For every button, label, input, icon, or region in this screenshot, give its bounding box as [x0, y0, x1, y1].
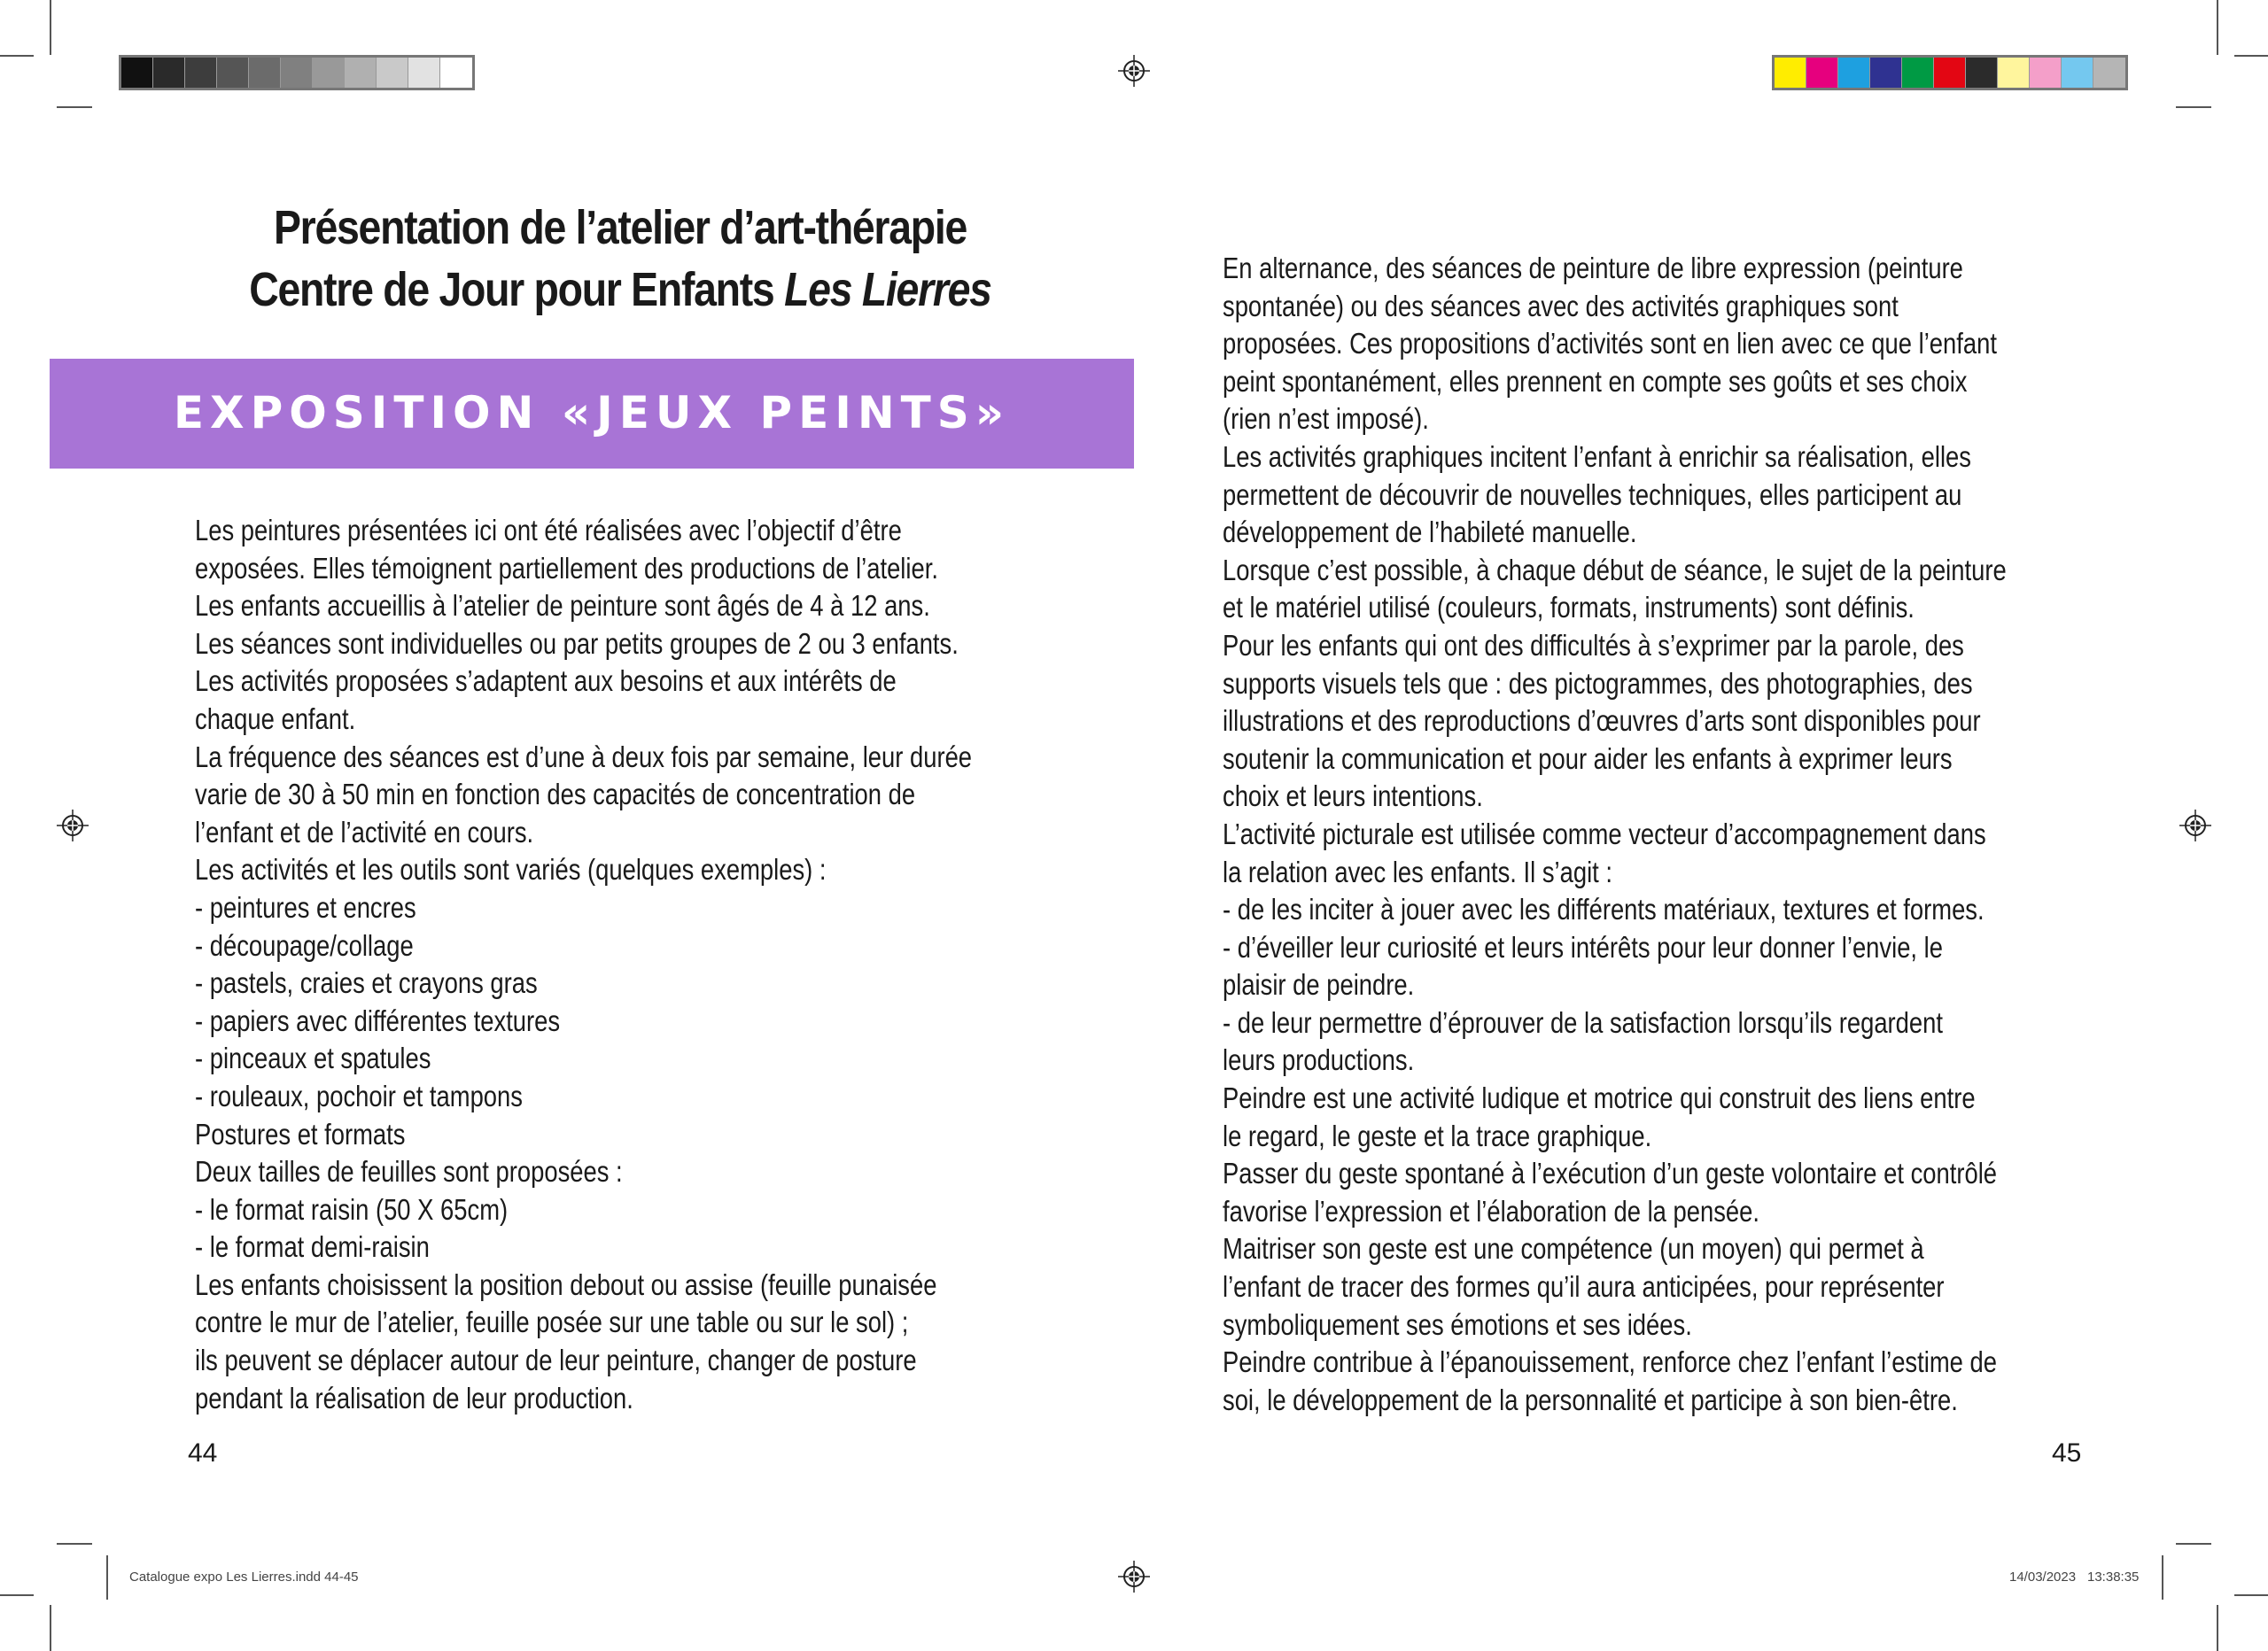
color-swatch — [2062, 58, 2093, 88]
text-line: Les séances sont individuelles ou par petits groupes de 2 ou 3 enfants. — [195, 626, 959, 660]
text-line: choix et leurs intentions. — [1223, 779, 1483, 813]
text-line: Peindre est une activité ludique et motrice qui construit des liens entre — [1223, 1081, 1976, 1115]
text-line: soutenir la communication et pour aider les enfants à exprimer leurs — [1223, 741, 1953, 775]
left-body-text — [195, 512, 1131, 1417]
text-line: - le format demi-raisin — [195, 1230, 430, 1264]
text-line: soi, le développement de la personnalité et participe à son bien-être. — [1223, 1383, 1958, 1416]
color-control-strip — [1772, 55, 2128, 90]
grayscale-control-strip — [119, 55, 475, 90]
text-line: l’enfant et de l’activité en cours. — [195, 815, 534, 849]
color-swatch — [1870, 58, 1902, 88]
crop-mark — [2234, 1594, 2268, 1596]
color-swatch — [1775, 58, 1806, 88]
exhibition-banner — [50, 359, 1134, 469]
registration-mark-icon — [2179, 810, 2211, 841]
crop-mark — [50, 0, 51, 55]
text-line: - papiers avec différentes textures — [195, 1004, 561, 1037]
text-line: pendant la réalisation de leur production. — [195, 1381, 633, 1415]
page-title — [129, 197, 1111, 321]
crop-mark — [2162, 1555, 2163, 1600]
registration-mark-icon — [1118, 1561, 1150, 1593]
color-swatch — [249, 58, 281, 88]
color-swatch — [121, 58, 153, 88]
crop-mark — [50, 1605, 51, 1651]
page-number-right: 45 — [2052, 1438, 2082, 1468]
text-line: Les enfants accueillis à l’atelier de peinture sont âgés de 4 à 12 ans. — [195, 589, 930, 623]
text-line: En alternance, des séances de peinture de libre expression (peinture — [1223, 252, 1963, 284]
registration-mark-icon — [1118, 55, 1150, 87]
text-line: - peintures et encres — [195, 890, 416, 924]
text-line: - de leur permettre d’éprouver de la satisfaction lorsqu’ils regardent — [1223, 1005, 1943, 1039]
text-line: Peindre contribue à l’épanouissement, renforce chez l’enfant l’estime de — [1223, 1345, 1997, 1379]
text-line: Pour les enfants qui ont des difficultés à s’exprimer par la parole, des — [1223, 628, 1964, 662]
color-swatch — [153, 58, 185, 88]
text-line: - pinceaux et spatules — [195, 1042, 431, 1075]
color-swatch — [345, 58, 377, 88]
right-body-text — [1223, 250, 2167, 1419]
color-swatch — [313, 58, 345, 88]
text-line: l’enfant de tracer des formes qu’il aura anticipées, pour représenter — [1223, 1270, 1945, 1304]
crop-mark — [2176, 106, 2211, 108]
crop-mark — [2234, 55, 2268, 57]
text-line: Maitriser son geste est une compétence (un moyen) qui permet à — [1223, 1232, 1924, 1266]
title-line-2-prefix: Centre de Jour pour Enfants — [249, 263, 785, 316]
color-swatch — [408, 58, 440, 88]
title-line-2-italic: Les Lierres — [784, 263, 991, 316]
color-swatch — [1998, 58, 2030, 88]
text-line: - rouleaux, pochoir et tampons — [195, 1079, 523, 1112]
crop-mark — [2217, 1605, 2218, 1651]
text-line: - d’éveiller leur curiosité et leurs intérêts pour leur donner l’envie, le — [1223, 930, 1943, 964]
text-line: chaque enfant. — [195, 701, 356, 735]
text-line: spontanée) ou des séances avec des activités graphiques sont — [1223, 289, 1899, 322]
text-line: supports visuels tels que : des pictogrammes, des photographies, des — [1223, 666, 1973, 700]
text-line: la relation avec les enfants. Il s’agit : — [1223, 855, 1613, 888]
registration-mark-icon — [57, 810, 89, 841]
text-line: symboliquement ses émotions et ses idées. — [1223, 1307, 1692, 1341]
crop-mark — [2176, 1543, 2211, 1545]
color-swatch — [185, 58, 217, 88]
text-line: - de les inciter à jouer avec les différents matériaux, textures et formes. — [1223, 893, 1984, 926]
text-line: (rien n’est imposé). — [1223, 402, 1429, 436]
crop-mark — [57, 106, 92, 108]
crop-mark — [0, 1594, 34, 1596]
crop-mark — [57, 1543, 92, 1545]
text-line: développement de l’habileté manuelle. — [1223, 515, 1637, 549]
text-line: plaisir de peindre. — [1223, 968, 1415, 1002]
text-line: ils peuvent se déplacer autour de leur peinture, changer de posture — [195, 1344, 917, 1377]
color-swatch — [281, 58, 313, 88]
color-swatch — [2030, 58, 2062, 88]
banner-title: EXPOSITION «JEUX PEINTS» — [173, 387, 1011, 438]
text-line: Les peintures présentées ici ont été réalisées avec l’objectif d’être — [195, 514, 902, 546]
text-line: contre le mur de l’atelier, feuille posée sur une table ou sur le sol) ; — [195, 1306, 909, 1339]
text-line: L’activité picturale est utilisée comme vecteur d’accompagnement dans — [1223, 817, 1986, 850]
text-line: Les activités graphiques incitent l’enfant à enrichir sa réalisation, elles — [1223, 439, 1971, 473]
crop-mark — [2217, 0, 2218, 55]
text-line: Deux tailles de feuilles sont proposées : — [195, 1155, 623, 1189]
text-line: - pastels, craies et crayons gras — [195, 966, 538, 1000]
text-line: - découpage/collage — [195, 928, 414, 962]
slug-time: 13:38:35 — [2087, 1570, 2140, 1585]
text-line: Lorsque c’est possible, à chaque début de séance, le sujet de la peinture — [1223, 553, 2007, 586]
text-line: Passer du geste spontané à l’exécution d’un geste volontaire et contrôlé — [1223, 1157, 1998, 1190]
color-swatch — [1902, 58, 1934, 88]
slug-filename: Catalogue expo Les Lierres.indd 44-45 — [129, 1570, 359, 1585]
text-line: Les enfants choisissent la position debout ou assise (feuille punaisée — [195, 1267, 937, 1301]
text-line: peint spontanément, elles prennent en compte ses goûts et ses choix — [1223, 364, 1968, 398]
text-line: varie de 30 à 50 min en fonction des capacités de concentration de — [195, 778, 916, 811]
text-line: Les activités et les outils sont variés (quelques exemples) : — [195, 853, 827, 887]
text-line: - le format raisin (50 X 65cm) — [195, 1192, 509, 1226]
page-number-left: 44 — [188, 1438, 218, 1468]
slug-date: 14/03/2023 — [2009, 1570, 2077, 1585]
color-swatch — [377, 58, 408, 88]
color-swatch — [1934, 58, 1966, 88]
title-line-2 — [129, 259, 1111, 321]
text-line: leurs productions. — [1223, 1043, 1415, 1077]
text-line: proposées. Ces propositions d’activités sont en lien avec ce que l’enfant — [1223, 327, 1997, 360]
text-line: exposées. Elles témoignent partiellement des productions de l’atelier. — [195, 551, 938, 585]
color-swatch — [1806, 58, 1838, 88]
title-line-1: Présentation de l’atelier d’art-thérapie — [273, 201, 967, 254]
color-swatch — [1966, 58, 1998, 88]
text-line: et le matériel utilisé (couleurs, formats, instruments) sont définis. — [1223, 591, 1915, 624]
text-line: Les activités proposées s’adaptent aux besoins et aux intérêts de — [195, 664, 897, 698]
color-swatch — [1838, 58, 1870, 88]
color-swatch — [217, 58, 249, 88]
crop-mark — [0, 55, 34, 57]
text-line: illustrations et des reproductions d’œuvres d’arts sont disponibles pour — [1223, 704, 1981, 738]
text-line: La fréquence des séances est d’une à deux fois par semaine, leur durée — [195, 740, 973, 773]
text-line: le regard, le geste et la trace graphique. — [1223, 1119, 1652, 1152]
crop-mark — [106, 1555, 108, 1600]
text-line: Postures et formats — [195, 1117, 406, 1151]
color-swatch — [440, 58, 472, 88]
text-line: favorise l’expression et l’élaboration de la pensée. — [1223, 1194, 1759, 1228]
text-line: permettent de découvrir de nouvelles techniques, elles participent au — [1223, 477, 1962, 511]
color-swatch — [2093, 58, 2125, 88]
